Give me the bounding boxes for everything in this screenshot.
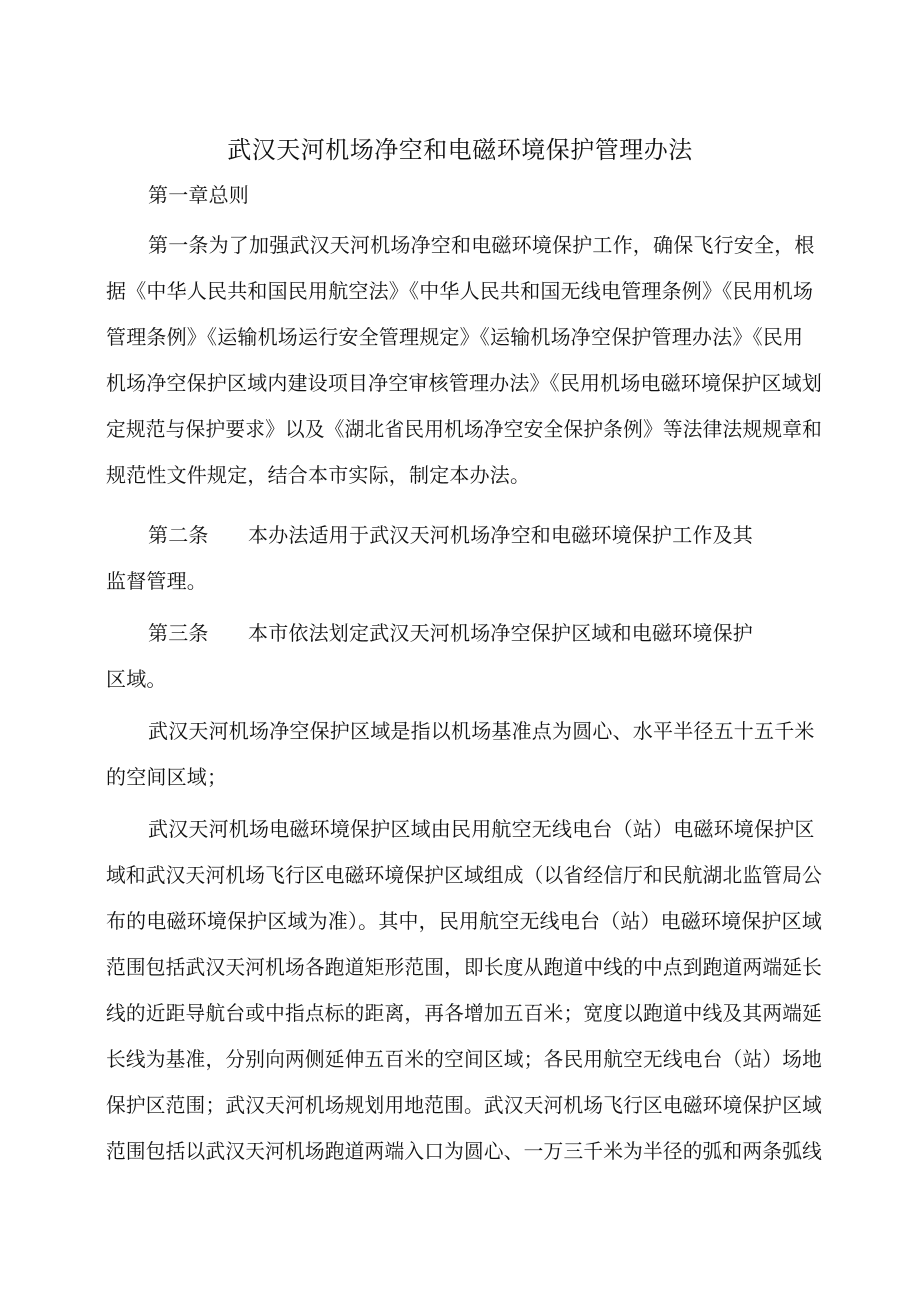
em-line-6: 长线为基准，分别向两侧延伸五百米的空间区域；各民用航空无线电台（站）场地 <box>106 1047 823 1071</box>
clearance-line-2: 的空间区域； <box>106 765 228 789</box>
article1-line-6: 规范性文件规定，结合本市实际，制定本办法。 <box>106 463 531 487</box>
article1-line-3: 管理条例》《运输机场运行安全管理规定》《运输机场净空保护管理办法》《民用 <box>106 325 804 349</box>
em-line-1: 武汉天河机场电磁环境保护区域由民用航空无线电台（站）电磁环境保护区 <box>148 817 815 841</box>
article3-line-1 <box>148 618 753 648</box>
em-line-3: 布的电磁环境保护区域为准）。其中，民用航空无线电台（站）电磁环境保护区域 <box>106 909 822 933</box>
article1-line-5: 定规范与保护要求》以及《湖北省民用机场净空安全保护条例》等法律法规规章和 <box>106 417 823 441</box>
em-line-4: 范围包括武汉天河机场各跑道矩形范围，即长度从跑道中线的中点到跑道两端延长 <box>106 955 823 979</box>
article3-text: 本市依法划定武汉天河机场净空保护区域和电磁环境保护 <box>248 621 753 645</box>
em-line-7: 保护区范围；武汉天河机场规划用地范围。武汉天河机场飞行区电磁环境保护区域 <box>106 1093 823 1117</box>
em-line-5: 线的近距导航台或中指点标的距离，再各增加五百米；宽度以跑道中线及其两端延 <box>106 1001 823 1025</box>
em-line-8: 范围包括以武汉天河机场跑道两端入口为圆心、一万三千米为半径的弧和两条弧线 <box>106 1139 823 1163</box>
article1-line-4: 机场净空保护区域内建设项目净空审核管理办法》《民用机场电磁环境保护区域划 <box>106 371 822 395</box>
article2-label: 第二条 <box>148 523 209 547</box>
article1-line-1: 第一条为了加强武汉天河机场净空和电磁环境保护工作，确保飞行安全，根 <box>148 233 815 257</box>
article2-text: 本办法适用于武汉天河机场净空和电磁环境保护工作及其 <box>248 523 753 547</box>
article1-line-2: 据《中华人民共和国民用航空法》《中华人民共和国无线电管理条例》《民用机场 <box>106 279 814 303</box>
article3-line-2: 区域。 <box>106 667 167 691</box>
em-line-2: 域和武汉天河机场飞行区电磁环境保护区域组成（以省经信厅和民航湖北监管局公 <box>106 863 823 887</box>
chapter-heading: 第一章总则 <box>148 183 249 207</box>
clearance-line-1: 武汉天河机场净空保护区域是指以机场基准点为圆心、水平半径五十五千米 <box>148 719 815 743</box>
article2-line-1 <box>148 520 753 550</box>
article2-line-2: 监督管理。 <box>106 569 207 593</box>
article3-label: 第三条 <box>148 621 209 645</box>
document-title: 武汉天河机场净空和电磁环境保护管理办法 <box>227 136 693 164</box>
